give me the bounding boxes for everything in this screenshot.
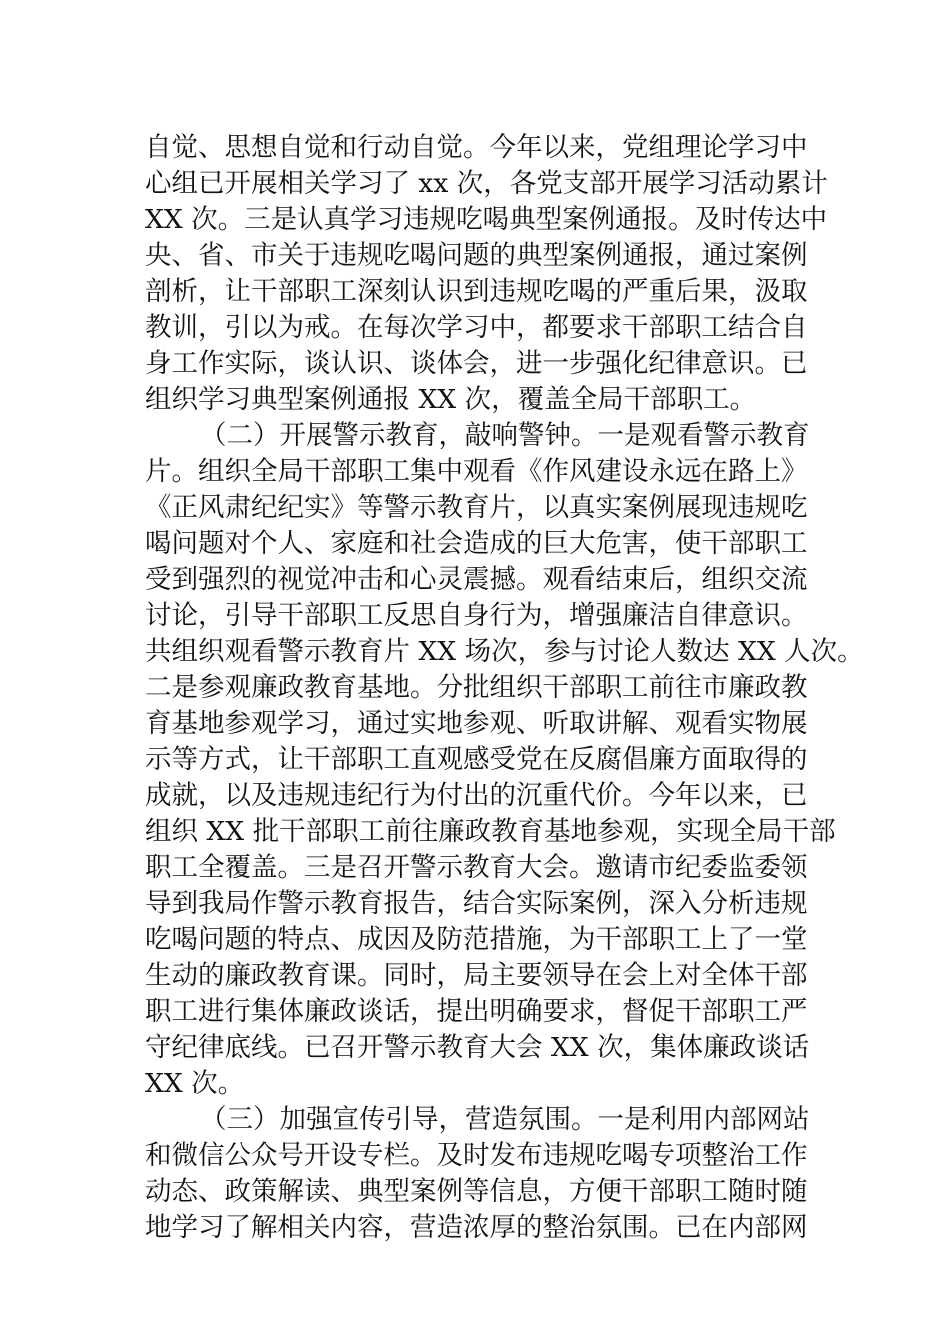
text-line: 职工全覆盖。三是召开警示教育大会。邀请市纪委监委领 — [145, 852, 808, 883]
text-line: 组织 XX 批干部职工前往廉政教育基地参观，实现全局干部 — [145, 816, 836, 847]
text-line: 育基地参观学习，通过实地参观、听取讲解、观看实物展 — [145, 708, 808, 739]
text-line: 吃喝问题的特点、成因及防范措施，为干部职工上了一堂 — [145, 924, 808, 955]
text-line: 示等方式，让干部职工直观感受党在反腐倡廉方面取得的 — [145, 744, 808, 775]
text-line: 地学习了解相关内容，营造浓厚的整治氛围。已在内部网 — [145, 1212, 808, 1243]
text-line: 教训，引以为戒。在每次学习中，都要求干部职工结合自 — [145, 312, 808, 343]
text-line: 守纪律底线。已召开警示教育大会 XX 次，集体廉政谈话 — [145, 1032, 810, 1063]
text-line: 自觉、思想自觉和行动自觉。今年以来，党组理论学习中 — [145, 132, 808, 163]
text-line: 心组已开展相关学习了 xx 次，各党支部开展学习活动累计 — [145, 168, 828, 199]
text-line: 二是参观廉政教育基地。分批组织干部职工前往市廉政教 — [145, 672, 808, 703]
text-line: 生动的廉政教育课。同时，局主要领导在会上对全体干部 — [145, 960, 808, 991]
text-line: 身工作实际，谈认识、谈体会，进一步强化纪律意识。已 — [145, 348, 808, 379]
text-line: 片。组织全局干部职工集中观看《作风建设永远在路上》 — [145, 456, 808, 487]
text-line: 受到强烈的视觉冲击和心灵震撼。观看结束后，组织交流 — [145, 564, 808, 595]
text-line: 讨论，引导干部职工反思自身行为，增强廉洁自律意识。 — [145, 600, 808, 631]
text-line: XX 次。 — [145, 1068, 245, 1099]
text-line: 和微信公众号开设专栏。及时发布违规吃喝专项整治工作 — [145, 1140, 808, 1171]
text-line: 央、省、市关于违规吃喝问题的典型案例通报，通过案例 — [145, 240, 808, 271]
text-line: 成就，以及违规违纪行为付出的沉重代价。今年以来，已 — [145, 780, 808, 811]
text-line: XX 次。三是认真学习违规吃喝典型案例通报。及时传达中 — [145, 204, 828, 235]
text-line: 导到我局作警示教育报告，结合实际案例，深入分析违规 — [145, 888, 808, 919]
text-line: 喝问题对个人、家庭和社会造成的巨大危害，使干部职工 — [145, 528, 808, 559]
text-line: 共组织观看警示教育片 XX 场次，参与讨论人数达 XX 人次。 — [145, 636, 864, 667]
text-line: 动态、政策解读、典型案例等信息，方便干部职工随时随 — [145, 1176, 808, 1207]
text-line: 《正风肃纪纪实》等警示教育片，以真实案例展现违规吃 — [145, 492, 808, 523]
text-line: 组织学习典型案例通报 XX 次，覆盖全局干部职工。 — [145, 384, 757, 415]
section-heading-line: （三）加强宣传引导，营造氛围。一是利用内部网站 — [200, 1104, 810, 1135]
text-line: 剖析，让干部职工深刻认识到违规吃喝的严重后果，汲取 — [145, 276, 808, 307]
text-line: 职工进行集体廉政谈话，提出明确要求，督促干部职工严 — [145, 996, 808, 1027]
section-heading-line: （二）开展警示教育，敲响警钟。一是观看警示教育 — [200, 420, 810, 451]
